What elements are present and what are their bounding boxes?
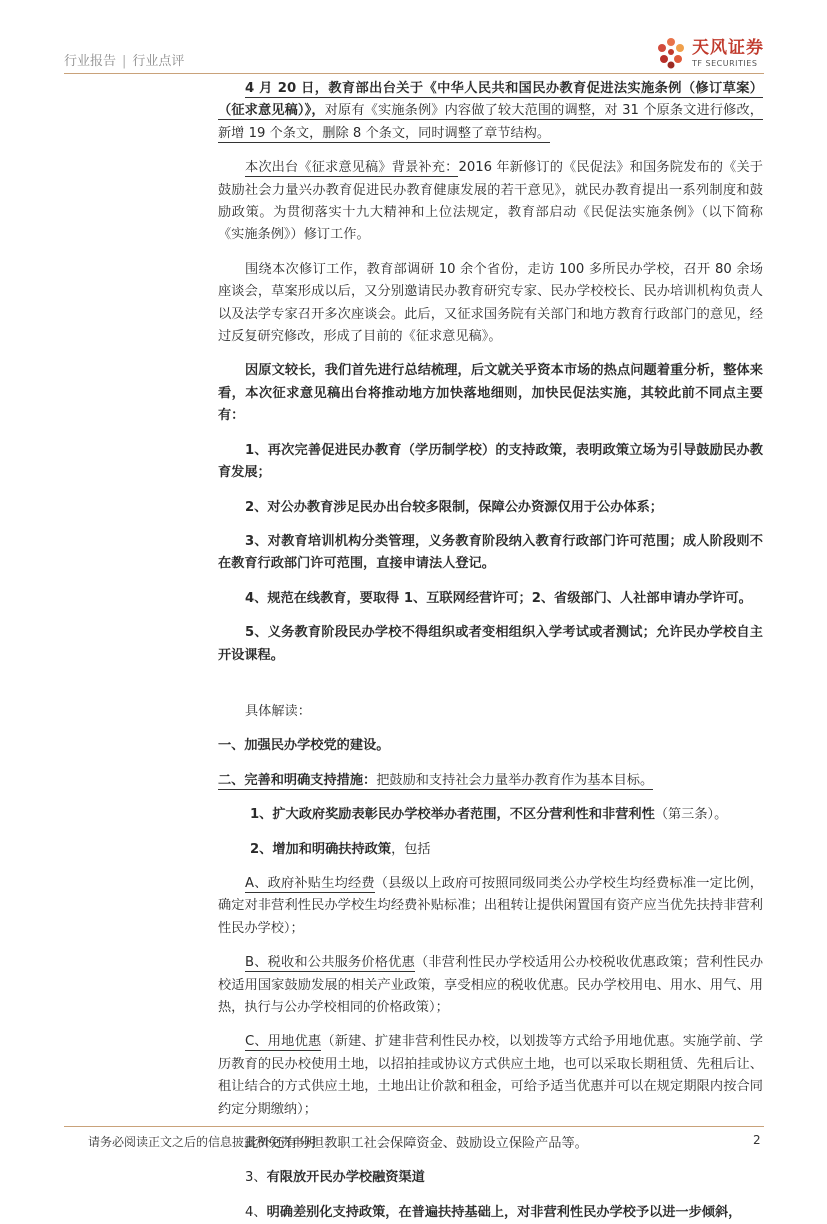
section-2 (218, 770, 763, 792)
section-2-item-4 (218, 1202, 763, 1224)
key-point-5: 5、义务教育阶段民办学校不得组织或者变相组织入学考试或者测试；允许民办学校自主开设课程。 (218, 625, 763, 663)
key-point-2: 2、对公办教育涉足民办出台较多限制，保障公办资源仅用于公办体系； (245, 499, 663, 515)
petal-logo-icon (654, 37, 688, 71)
section-2-item-2-text: 2、增加和明确扶持政策 (250, 841, 392, 857)
background-detail: 就民办教育提出一系列制度和鼓励政策。为贯彻落实十九大精神和上位法规定，教育部启动《民促法实施条例》（以下简称《实施条例》）修订工作。 (218, 182, 763, 243)
section-2-item-2 (218, 839, 763, 861)
section-2-goal: 把鼓励和支持社会力量举办教育作为基本目标。 (376, 772, 654, 788)
support-item-c-detail: （新建、扩建非营利性民办校，以划拨等方式给予用地优惠。实施学前、学历教育的民办校使用土地，以招拍挂或协议方式供应土地，也可以采取长期租赁、先租后让、租让结合的方式供应土地，土地出让价款和租金，可给予适当优惠并可以在规定期限内按合同约定分期缴纳）； (218, 1034, 763, 1117)
category-label: 行业报告 (64, 54, 117, 69)
report-category (64, 50, 184, 69)
key-point-1: 1、再次完善促进民办教育（学历制学校）的支持政策，表明政策立场为引导鼓励民办教育发展； (218, 442, 763, 481)
section-2-item-2-suffix: ，包括 (391, 841, 431, 857)
section-2-item-1 (218, 804, 763, 826)
section-2-item-4-text: 明确差别化支持政策，在普遍扶持基础上，对非营利性民办学校予以进一步倾斜， (266, 1204, 742, 1220)
page-header (64, 36, 764, 72)
section-2-item-3-text: 有限放开民办学校融资渠道 (266, 1170, 425, 1186)
logo-name-en: TF SECURITIES (692, 59, 758, 68)
section-2-item-4-num: 4、 (245, 1204, 267, 1220)
support-item-b-title: B、税收和公共服务价格优惠 (245, 955, 415, 971)
category-separator: | (122, 54, 127, 69)
support-item-a (218, 873, 763, 940)
page-number: 2 (753, 1133, 761, 1147)
support-item-c (218, 1031, 763, 1121)
announcement-detail: 对原有《实施条例》内容做了较大范围的调整，对 31 个原条文进行修改，新增 19 个条文，删除 8 个条文，同时调整了章节结构。 (218, 103, 763, 141)
header-divider (64, 73, 764, 74)
section-1: 一、加强民办学校党的建设。 (218, 738, 390, 754)
tf-securities-logo (654, 36, 764, 72)
support-item-a-title: A、政府补贴生均经费 (245, 875, 375, 891)
subcategory-label: 行业点评 (132, 54, 185, 69)
key-point-3: 3、对教育培训机构分类管理，义务教育阶段纳入教育行政部门许可范围；成人阶段则不在教育行政部门许可范围，直接申请法人登记。 (218, 533, 763, 572)
support-item-c-title: C、用地优惠 (245, 1034, 322, 1050)
announcement-title: 4 月 20 日，教育部出台关于《中华人民共和国民办教育促进法实施条例（修订草案）（征求意见稿）》， (218, 81, 763, 119)
support-item-b (218, 952, 763, 1019)
background-label: 本次出台《征求意见稿》背景补充： (245, 160, 459, 176)
paragraph-summary-intro: 因原文较长，我们首先进行总结梳理，后文就关乎资本市场的热点问题着重分析，整体来看，本次征求意见稿出台将推动地方加快落地细则，加快民促法实施，其较此前不同点主要有： (218, 363, 763, 424)
paragraph-research: 围绕本次修订工作，教育部调研 10 余个省份，走访 100 多所民办学校，召开 80 余场座谈会，草案形成以后，又分别邀请民办教育研究专家、民办学校校长、民办培训机构负责人以及法学专家召开多次座谈会。此后，又征求国务院有关部门和地方教育行政部门的意见，经过反复研究修改，形成了目前的《征求意见稿》。 (218, 261, 763, 345)
report-body (218, 78, 763, 1224)
section-2-item-1-text: 1、扩大政府奖励表彰民办学校举办者范围，不区分营利性和非营利性 (250, 807, 655, 823)
key-point-4: 4、规范在线教育，要取得 1、互联网经营许可；2、省级部门、人社部申请办学许可。 (245, 590, 752, 606)
support-item-a-detail: （县级以上政府可按照同级同类公办学校生均经费标准一定比例，确定对非营利性民办学校生均经费补贴标准；出租转让提供闲置国有资产应当优先扶持非营利性民办学校）； (218, 875, 763, 936)
section-2-item-3 (218, 1167, 763, 1189)
paragraph-background (218, 157, 763, 247)
section-2-heading: 二、完善和明确支持措施： (218, 772, 377, 788)
footer-divider (64, 1126, 764, 1127)
section-2-item-1-ref: （第三条）。 (654, 807, 728, 823)
detail-label: 具体解读： (245, 703, 311, 719)
disclaimer-note: 请务必阅读正文之后的信息披露和免责申明 (88, 1135, 317, 1149)
section-2-item-3-num: 3、 (245, 1170, 267, 1186)
support-item-b-detail: （非营利性民办学校适用公办校税收优惠政策；营利性民办校适用国家鼓励发展的相关产业政策，享受相应的税收优惠。民办学校用电、用水、用气、用热，执行与公办学校相同的价格政策）； (218, 955, 764, 1015)
logo-name-cn: 天风证券 (692, 38, 764, 58)
paragraph-announcement (218, 78, 763, 145)
extra-support-note: 此外还有分担教职工社会保障资金、鼓励设立保险产品等。 (245, 1136, 588, 1152)
background-laws: 2016 年新修订的《民促法》和国务院发布的《关于鼓励社会力量兴办教育促进民办教育健康发展的若干意见》， (218, 160, 763, 198)
